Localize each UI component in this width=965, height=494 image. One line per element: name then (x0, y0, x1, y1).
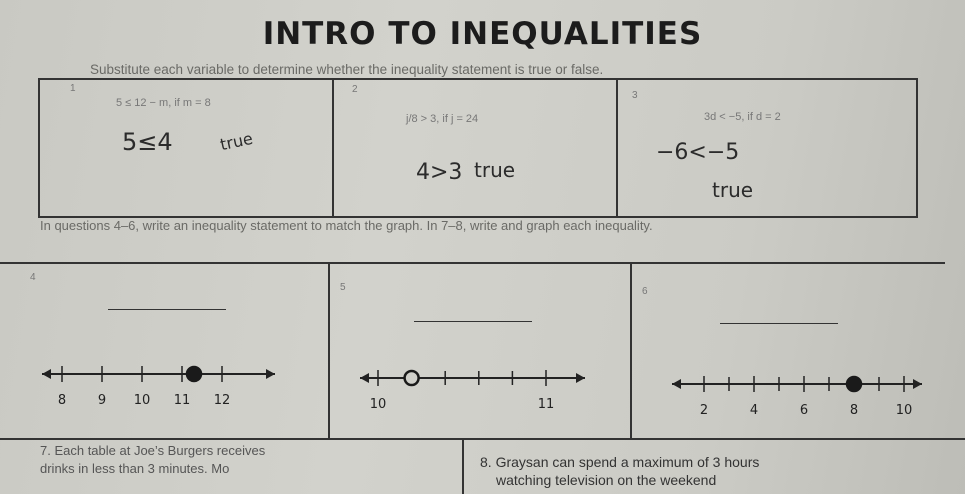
problem-number: 4 (30, 272, 36, 283)
instructions-part1: Substitute each variable to determine whether the inequality statement is true or false. (90, 62, 604, 77)
handwritten-work: 5≤4 (122, 128, 173, 156)
problem-cell-5 (328, 264, 630, 440)
part3-row (0, 438, 965, 494)
part2-table (0, 262, 945, 440)
question-8-line2: watching television on the weekend (496, 472, 717, 488)
tick-label: 2 (699, 403, 709, 418)
question-8-line1: 8. Graysan can spend a maximum of 3 hours (480, 454, 760, 470)
problem-cell-4 (0, 264, 328, 440)
problem-number: 2 (352, 84, 358, 95)
right-arrow-icon (266, 369, 275, 379)
left-arrow-icon (360, 373, 369, 383)
problem-cell-1 (38, 80, 332, 216)
left-arrow-icon (672, 379, 681, 389)
closed-dot (187, 367, 201, 381)
page-title: INTRO TO INEQUALITIES (262, 16, 703, 52)
question-7-line2: drinks in less than 3 minutes. Mo (40, 461, 230, 476)
handwritten-answer: true (218, 128, 255, 155)
tick-label: 10 (133, 393, 151, 408)
instructions-part2: In questions 4–6, write an inequality statement to match the graph. In 7–8, write and graph each inequality. (40, 218, 653, 233)
number-line (632, 264, 947, 440)
part1-table (38, 78, 918, 218)
handwritten-work: 4>3 (416, 160, 463, 185)
problem-number: 3 (632, 90, 638, 101)
left-arrow-icon (42, 369, 51, 379)
problem-cell-2 (332, 80, 616, 216)
problem-number: 5 (340, 282, 346, 293)
problem-cell-6 (630, 264, 945, 440)
question-7-line1: 7. Each table at Joe’s Burgers receives (40, 443, 266, 458)
tick-label: 10 (369, 397, 387, 412)
problem-number: 1 (70, 83, 76, 94)
closed-dot (847, 377, 861, 391)
handwritten-work: −6<−5 (656, 140, 740, 165)
handwritten-answer: true (474, 158, 516, 182)
right-arrow-icon (913, 379, 922, 389)
number-line (0, 264, 328, 440)
problem-statement: j/8 > 3, if j = 24 (406, 113, 479, 125)
tick-label: 12 (213, 393, 231, 408)
problem-cell-3 (616, 80, 918, 216)
right-arrow-icon (576, 373, 585, 383)
problem-statement: 5 ≤ 12 − m, if m = 8 (116, 97, 211, 109)
tick-label: 8 (849, 403, 859, 418)
open-dot (405, 371, 419, 385)
number-line (330, 264, 632, 440)
handwritten-answer: true (712, 178, 754, 202)
tick-label: 10 (895, 403, 913, 418)
tick-label: 4 (749, 403, 759, 418)
problem-number: 6 (642, 286, 648, 297)
tick-label: 11 (537, 397, 555, 412)
tick-label: 9 (97, 393, 107, 408)
tick-label: 6 (799, 403, 809, 418)
tick-label: 8 (57, 393, 67, 408)
tick-label: 11 (173, 393, 191, 408)
problem-statement: 3d < −5, if d = 2 (704, 111, 781, 123)
